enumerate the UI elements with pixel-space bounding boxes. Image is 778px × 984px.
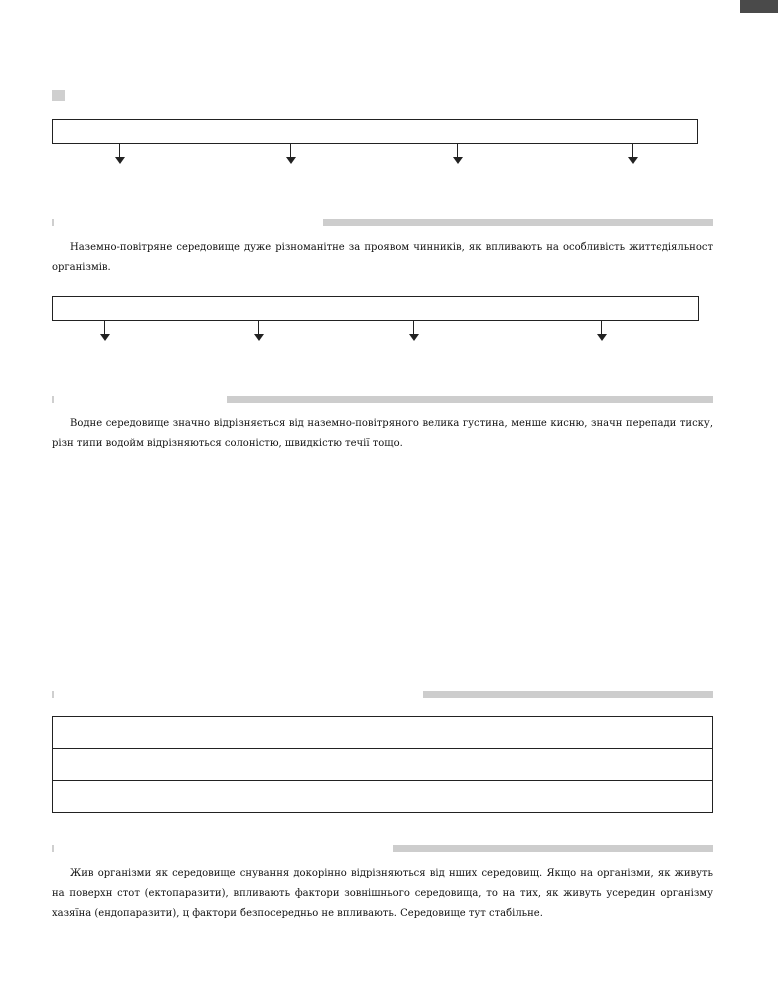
heading-2-bar — [227, 396, 713, 403]
page-corner-tab — [740, 0, 778, 13]
diagram-2-arrow-1 — [100, 321, 110, 341]
diagram-1-header-box — [52, 119, 698, 144]
diagram-1-arrow-3 — [453, 144, 463, 164]
paragraph-water — [52, 414, 713, 454]
diagram-2-arrow-3 — [409, 321, 419, 341]
diagram-2-arrow-4 — [597, 321, 607, 341]
paragraph-organisms — [52, 864, 713, 924]
section-marker-square — [52, 90, 65, 101]
table-row-1 — [52, 716, 713, 749]
paragraph-organisms-text: Жив організми як середовище снування докорінно відрізняються від нших середовищ. Якщо на організми, як живуть на поверхн стот (ектопаразити), впливають фактори зовнішнього середовища, то на тих, як живуть усередин організму хазяїна (ендопаразити), ц фактори безпосередньо не впливають. Середовище тут стабільне. — [52, 868, 713, 919]
heading-1-bar — [323, 219, 713, 226]
paragraph-water-text: Водне середовище значно відрізняється від наземно-повітряного велика густина, менше кисню, значн перепади тиску, різн типи водойм відрізняються солоністю, швидкістю течії тощо. — [52, 418, 713, 449]
heading-3-tick — [52, 691, 54, 698]
diagram-1-arrow-1 — [115, 144, 125, 164]
diagram-2-arrow-2 — [254, 321, 264, 341]
heading-1-tick — [52, 219, 54, 226]
heading-4-tick — [52, 845, 54, 852]
paragraph-land-air-text: Наземно-повітряне середовище дуже різноманітне за проявом чинників, як впливають на особливість життєдіяльност організмів. — [52, 242, 713, 273]
diagram-1-arrow-2 — [286, 144, 296, 164]
diagram-2-header-box — [52, 296, 699, 321]
heading-3-bar — [423, 691, 713, 698]
table-row-3 — [52, 780, 713, 813]
paragraph-land-air — [52, 238, 713, 278]
heading-2-tick — [52, 396, 54, 403]
diagram-1-arrow-4 — [628, 144, 638, 164]
table-row-2 — [52, 748, 713, 781]
heading-4-bar — [393, 845, 713, 852]
